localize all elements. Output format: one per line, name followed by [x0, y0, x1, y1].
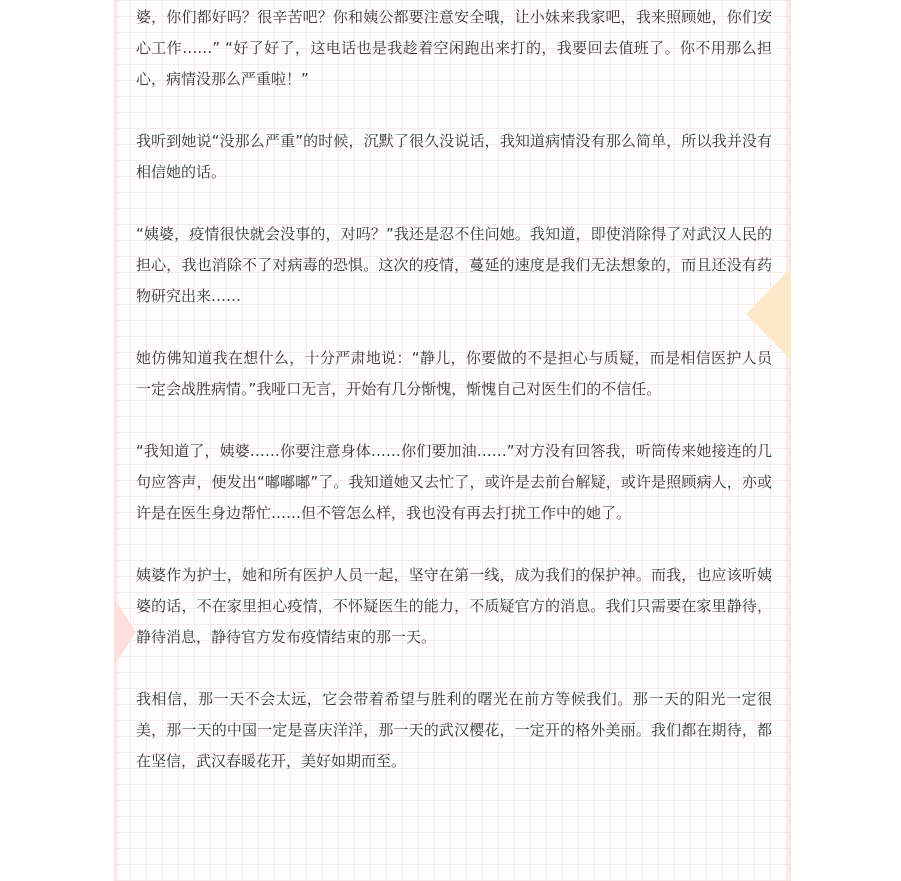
paragraph-gap: [136, 529, 772, 560]
paragraph-3: “姨婆，疫情很快就会没事的，对吗？”我还是忍不住问她。我知道，即使消除得了对武汉人民的担心，我也消除不了对病毒的恐惧。这次的疫情，蔓延的速度是我们无法想象的，而且还没有药物研究出来……: [136, 225, 772, 305]
paragraph-4: 她仿佛知道我在想什么，十分严肃地说：“静儿，你要做的不是担心与质疑，而是相信医护人员一定会战胜病情。”我哑口无言，开始有几分惭愧，惭愧自己对医生们的不信任。: [136, 349, 772, 398]
paragraph-gap: [136, 653, 772, 684]
paragraph-gap: [136, 188, 772, 219]
paragraph-1: 婆，你们都好吗？很辛苦吧？你和姨公都要注意安全哦，让小妹来我家吧，我来照顾她，你们安心工作……” “好了好了，这电话也是我趁着空闲跑出来打的，我要回去值班了。你不用那么担心，病情没那么严重啦！”: [136, 8, 772, 88]
article-body: [136, 2, 772, 777]
paper-right-edge: [785, 0, 791, 881]
paragraph-6: 姨婆作为护士，她和所有医护人员一起，坚守在第一线，成为我们的保护神。而我，也应该听姨婆的话，不在家里担心疫情，不怀疑医生的能力，不质疑官方的消息。我们只需要在家里静待，静待消息，静待官方发布疫情结束的那一天。: [136, 566, 772, 646]
paragraph-2: 我听到她说“没那么严重”的时候，沉默了很久没说话，我知道病情没有那么简单，所以我并没有相信她的话。: [136, 132, 772, 181]
paragraph-5: “我知道了，姨婆……你要注意身体……你们要加油……”对方没有回答我，听筒传来她接连的几句应答声，便发出“嘟嘟嘟”了。我知道她又去忙了，或许是去前台解疑，或许是照顾病人，亦或许是在医生身边帮忙……但不管怎么样，我也没有再去打扰工作中的她了。: [136, 442, 772, 522]
paragraph-gap: [136, 312, 772, 343]
paper-left-edge: [114, 0, 120, 881]
paragraph-gap: [136, 405, 772, 436]
decorative-triangle-left: [114, 598, 136, 666]
paragraph-7: 我相信，那一天不会太远，它会带着希望与胜利的曙光在前方等候我们。那一天的阳光一定很美，那一天的中国一定是喜庆洋洋，那一天的武汉樱花，一定开的格外美丽。我们都在期待，都在坚信，武汉春暖花开，美好如期而至。: [136, 690, 772, 770]
paragraph-gap: [136, 95, 772, 126]
